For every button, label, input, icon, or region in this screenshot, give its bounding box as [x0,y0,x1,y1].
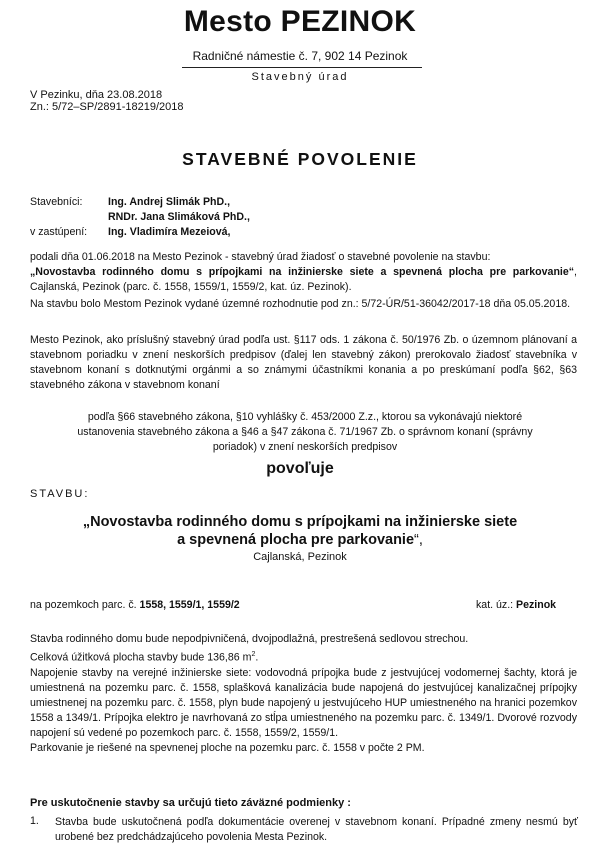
description-p1: Stavba rodinného domu bude nepodpivničená, dvojpodlažná, prestrešená sedlovou strechou. [30,633,469,645]
review-paragraph: Mesto Pezinok, ako príslušný stavebný úrad podľa ust. §117 ods. 1 zákona č. 50/1976 Zb. o územnom plánovaní a stavebnom poriadku v znení neskorších predpisov (ďalej len stavebný zákon) prerokovalo žiadosť stavebníka v stavebnom konaní s dotknutými orgánmi a so známymi účastníkmi konania a po preskúmaní podľa §62, §63 stavebného zákona v stavebnom konaní [30,334,577,391]
description-p4: Parkovanie je riešené na spevnenej ploche na pozemku parc. č. 1558 v počte 2 PM. [30,741,425,754]
parcel-numbers: 1558, 1559/1, 1559/2 [139,599,240,611]
builders-label: Stavebníci: [30,196,83,208]
builder-2: RNDr. Jana Slimáková PhD., [108,211,250,223]
description-p2-text: Celková úžitková plocha stavby bude 136,86 m [30,651,252,664]
project-title-line-2-suffix: “, [414,532,423,548]
project-title-line-2 [0,532,600,548]
project-location: Cajlanská, Pezinok [253,551,347,563]
cadastral-area [476,599,556,611]
legal-basis [40,410,570,455]
description [30,632,577,756]
description-p3: Napojenie stavby na verejné inžinierske siete: vodovodná prípojka bude z jestvujúcej vodomernej šachty, ktorá je umiestnená na pozemku parc. č. 1558, splašková kanalizácia bude napojená do jestvujúcej kanalizačnej prípojky umiestnenej na pozemku parc. č. 1558, plyn bude napojený u jestvujúceho HUP umiestneného na hranici pozemkov 1558 a 1349/1. Prípojka elektro je navrhovaná zo stĺpa umiestneného na pozemku parc. č. 1349/1. Dvorové rozvody napojení sú vedené po pozemkoch parc. č. 1558, 1559/2, 1559/1. [30,666,577,739]
project-title-line-1: „Novostavba rodinného domu s prípojkami na inžinierske siete [82,514,518,530]
stavbu-label: STAVBU: [30,488,90,500]
description-p2-sup: 2 [251,651,256,658]
description-p2-end: . [255,651,259,664]
intro-location: , Cajlanská, Pezinok (parc. č. 1558, 1559/1, 1559/2, kat. úz. Pezinok). [30,266,577,293]
represented-label: v zastúpení: [30,226,88,238]
cadastral-value: Pezinok [516,599,557,611]
project-name-inline: „Novostavba rodinného domu s prípojkami na inžinierske siete a spevnená plocha pre parkovanie“ [30,266,575,278]
legal-basis-line-1: podľa §66 stavebného zákona, §10 vyhlášky č. 453/2000 Z.z., ktorou sa vykonávajú niektoré [87,411,523,423]
issue-date: V Pezinku, dňa 23.08.2018 [30,89,163,101]
project-title-line-2-text: a spevnená plocha pre parkovanie [177,532,415,548]
office-name: Stavebný úrad [251,71,349,83]
zoning-paragraph: Na stavbu bolo Mestom Pezinok vydané územné rozhodnutie pod zn.: 5/72-ÚR/51-36042/2017-18 dňa 05.05.2018. [30,298,571,310]
city-address: Radničné námestie č. 7, 902 14 Pezinok [192,49,408,63]
intro-paragraph [30,250,577,295]
condition-text: Stavba bude uskutočnená podľa dokumentácie overenej v stavebnom konaní. Prípadné zmeny nesmú byť urobené bez predchádzajúceho povolenia Mesta Pezinok. [55,816,578,843]
condition-number: 1. [30,815,39,827]
intro-line: podali dňa 01.06.2018 na Mesto Pezinok - stavebný úrad žiadosť o stavebné povolenie na stavbu: [30,251,491,263]
parcels-line [30,599,240,611]
description-p2 [30,647,577,666]
conditions-heading: Pre uskutočnenie stavby sa určujú tieto záväzné podmienky : [30,797,351,809]
builder-1: Ing. Andrej Slimák PhD., [108,196,231,208]
reference-number: Zn.: 5/72–SP/2891-18219/2018 [30,101,184,113]
representative: Ing. Vladimíra Mezeiová, [108,226,231,238]
legal-basis-line-3: poriadok) v znení neskorších predpisov [212,441,398,453]
cadastral-label: kat. úz.: [476,599,514,611]
parcels-prefix: na pozemkoch parc. č. [30,599,137,611]
legal-basis-line-2: ustanovenia stavebného zákona a §46 a §47 zákona č. 71/1967 Zb. o správnom konaní (správny [77,426,533,438]
decision-word: povoľuje [266,460,334,477]
city-title: Mesto PEZINOK [183,5,417,38]
header-divider [182,67,422,68]
document-heading: STAVEBNÉ POVOLENIE [182,149,418,169]
